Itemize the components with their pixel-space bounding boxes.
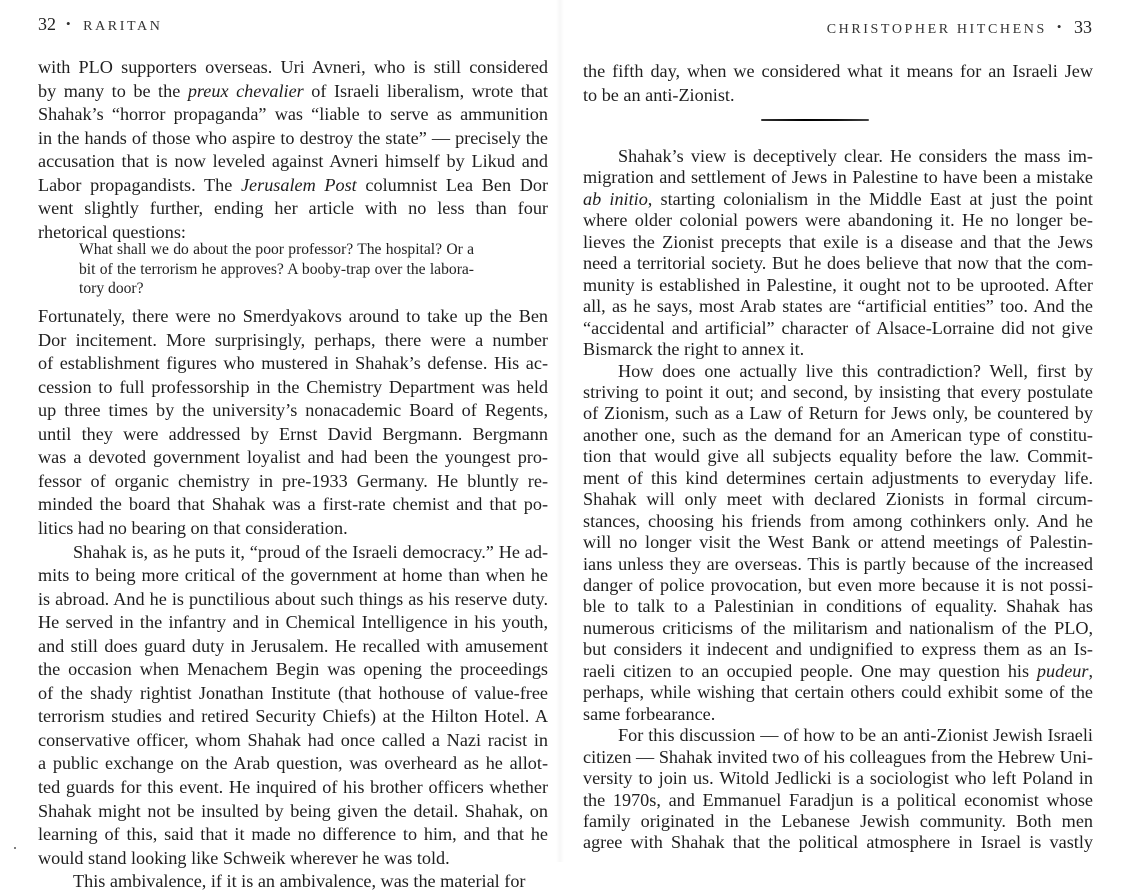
body-line — [38, 174, 548, 196]
italic-text-run: ab initio — [583, 188, 648, 209]
body-line — [38, 776, 548, 798]
body-line — [583, 84, 1093, 106]
body-line — [583, 703, 1093, 725]
body-line — [583, 166, 1093, 188]
text-run: and still does guard duty in Jerusalem. He recalled with amusement — [38, 635, 548, 656]
block-quote-line — [79, 260, 474, 279]
text-run: How does one actually live this contradiction? Well, first by — [618, 360, 1093, 381]
body-line — [583, 381, 1093, 403]
bullet-separator: • — [66, 16, 74, 31]
text-run: the 1970s, and Emmanuel Faradjun is a political economist whose — [583, 789, 1093, 810]
body-line — [583, 574, 1093, 596]
text-run: by many to be the — [38, 80, 188, 101]
text-run: was a devoted government loyalist and had been the youngest pro- — [38, 447, 548, 468]
text-run: with PLO supporters overseas. Uri Avneri, who is still considered — [38, 57, 548, 77]
body-line — [38, 470, 548, 492]
text-run: Labor propagandists. The — [38, 174, 241, 195]
text-run: is abroad. And he is punctilious about such things as his reserve duty. — [38, 588, 548, 609]
body-line — [38, 705, 548, 727]
text-run: another one, such as the demand for an American type of constitu- — [583, 424, 1093, 445]
body-line — [583, 317, 1093, 339]
text-run: learning of this, said that it made no difference to him, and that he — [38, 824, 548, 845]
body-line — [38, 847, 548, 869]
body-line — [38, 823, 548, 845]
body-line — [38, 729, 548, 751]
body-line — [38, 682, 548, 704]
text-run: cession to full professorship in the Chemistry Department was held — [38, 376, 548, 397]
body-line — [583, 767, 1093, 789]
left-page — [0, 0, 560, 892]
text-run: conservative officer, whom Shahak had once called a Nazi racist in — [38, 729, 548, 750]
body-line — [583, 510, 1093, 532]
text-run: raeli citizen to an occupied people. One may question his — [583, 660, 1037, 681]
text-run: lieves the Zionist precepts that exile is a disease and that the Jews — [583, 231, 1093, 252]
body-line — [38, 150, 548, 172]
body-line — [38, 103, 548, 125]
body-line — [583, 402, 1093, 424]
body-line — [38, 588, 548, 610]
text-run: the fifth day, when we considered what it means for an Israeli Jew — [583, 61, 1093, 81]
body-line — [583, 810, 1093, 832]
body-line — [38, 305, 548, 327]
right-page — [560, 0, 1126, 862]
text-run: Shahak is, as he puts it, “proud of the Israeli democracy.” He ad- — [73, 541, 548, 562]
body-line — [38, 493, 548, 515]
body-line — [38, 564, 548, 586]
text-run: a public exchange on the Arab question, was overheard as he allot- — [38, 753, 548, 774]
text-run: to be an anti-Zionist. — [583, 84, 735, 105]
body-line — [38, 423, 548, 445]
block-quote-line — [79, 240, 474, 259]
body-line — [38, 658, 548, 680]
text-run: Shahak will only meet with declared Zionists in formal circum- — [583, 489, 1093, 510]
text-run: versity to join us. Witold Jedlicki is a sociologist who left Poland in — [583, 768, 1093, 789]
body-line — [583, 595, 1093, 617]
text-run: terrorism studies and retired Security Chiefs) at the Hilton Hotel. A — [38, 706, 548, 727]
right-running-head — [827, 17, 1092, 38]
text-run: This ambivalence, if it is an ambivalence, was the material for — [73, 871, 526, 892]
text-run: ble to talk to a Palestinian in conditions of equality. Shahak has — [583, 596, 1093, 617]
body-line — [38, 56, 548, 78]
body-line — [73, 870, 548, 892]
body-line — [38, 399, 548, 421]
text-run: fessor of organic chemistry in pre-1933 Germany. He bluntly re- — [38, 470, 548, 491]
body-line — [583, 188, 1093, 210]
text-run: went slightly further, ending her article with no less than four — [38, 198, 548, 219]
text-run: perhaps, while wishing that certain others could exhibit some of the — [583, 682, 1093, 703]
body-line — [618, 724, 1093, 746]
text-run: tion that would give all subjects equality before the law. Commit- — [583, 446, 1093, 467]
text-run: “accidental and artificial” character of Alsace-Lorraine did not give — [583, 317, 1093, 338]
section-break-rule — [761, 119, 869, 121]
left-running-head — [38, 14, 162, 35]
text-run: stances, choosing his friends from among cothinkers only. And he — [583, 510, 1093, 531]
body-line — [583, 638, 1093, 660]
text-run: need a territorial society. But he does believe that now that the com- — [583, 253, 1093, 274]
body-line — [38, 329, 548, 351]
text-run: up three times by the university’s nonacademic Board of Regents, — [38, 400, 548, 421]
body-line — [38, 635, 548, 657]
body-line — [38, 197, 548, 219]
text-run: agree with Shahak that the political atmosphere in Israel is vastly — [583, 832, 1093, 853]
text-run: Shahak’s “horror propaganda” was “liable to serve as ammunition — [38, 104, 548, 125]
text-run: will no longer visit the West Bank or attend meetings of Palestin- — [583, 532, 1093, 553]
text-run: would stand looking like Schweik wherever he was told. — [38, 847, 450, 868]
text-run: Bismarck the right to annex it. — [583, 339, 805, 360]
body-line — [583, 746, 1093, 768]
text-run: For this discussion — of how to be an anti-Zionist Jewish Israeli — [618, 725, 1093, 746]
text-run: of Zionism, such as a Law of Return for Jews only, be countered by — [583, 403, 1093, 424]
right-running-head-title: CHRISTOPHER HITCHENS — [826, 22, 1047, 37]
scan-speck — [14, 847, 16, 849]
body-line — [38, 376, 548, 398]
bullet-separator: • — [1056, 19, 1064, 34]
text-run: mits to being more critical of the government at home than when he — [38, 565, 548, 586]
text-run: bit of the terrorism he approves? A booby-trap over the labora- — [79, 260, 474, 278]
body-line — [583, 231, 1093, 253]
body-line — [583, 274, 1093, 296]
body-line — [583, 60, 1093, 82]
block-quote-line — [79, 279, 199, 298]
text-run: numerous criticisms of the militarism and nationalism of the PLO, — [583, 617, 1093, 638]
text-run: , — [1088, 660, 1093, 681]
body-line — [583, 252, 1093, 274]
left-page-number: 32 — [38, 14, 56, 34]
text-run: Shahak might not be insulted by being given the detail. Shahak, on — [38, 800, 548, 821]
text-run: ted guards for this event. He inquired of his brother officers whether — [38, 777, 548, 797]
text-run: but considers it indecent and undignified to express them as an Is- — [583, 639, 1093, 660]
body-line — [583, 488, 1093, 510]
body-line — [38, 80, 548, 102]
text-run: family originated in the Lebanese Jewish community. Both men — [583, 810, 1093, 831]
body-line — [73, 541, 548, 563]
text-run: of Israeli liberalism, wrote that — [303, 80, 548, 101]
text-run: accusation that is now leveled against Avneri himself by Likud and — [38, 151, 548, 172]
body-line — [583, 553, 1093, 575]
text-run: the occasion when Menachem Begin was opening the proceedings — [38, 659, 548, 680]
italic-text-run: Jerusalem Post — [240, 174, 357, 195]
text-run: citizen — Shahak invited two of his colleagues from the Hebrew Uni- — [583, 746, 1093, 767]
text-run: ment of this kind determines certain adjustments to everyday life. — [583, 467, 1093, 488]
body-line — [38, 517, 548, 539]
left-running-head-title: RARITAN — [83, 19, 163, 34]
text-run: What shall we do about the poor professor? The hospital? Or a — [79, 241, 474, 258]
body-line — [583, 209, 1093, 231]
right-page-number: 33 — [1074, 17, 1092, 37]
text-run: same forbearance. — [583, 703, 716, 724]
italic-text-run: preux chevalier — [187, 80, 304, 101]
body-line — [583, 531, 1093, 553]
text-run: He served in the infantry and in Chemical Intelligence in his youth, — [38, 612, 548, 633]
body-line — [583, 445, 1093, 467]
text-run: litics had no bearing on that consideration. — [38, 517, 348, 538]
body-line — [618, 145, 1093, 167]
body-line — [583, 295, 1093, 317]
text-run: , starting colonialism in the Middle East at just the point — [647, 188, 1093, 209]
body-line — [583, 338, 1093, 360]
body-line — [583, 789, 1093, 811]
body-line — [38, 800, 548, 822]
body-line — [38, 752, 548, 774]
text-run: until they were addressed by Ernst David Bergmann. Bergmann — [38, 423, 548, 444]
body-line — [38, 127, 548, 149]
body-line — [583, 617, 1093, 639]
text-run: of the shady rightist Jonathan Institute (that hothouse of value-free — [38, 682, 548, 703]
body-line — [583, 467, 1093, 489]
text-run: Fortunately, there were no Smerdyakovs around to take up the Ben — [38, 306, 548, 326]
body-line — [38, 352, 548, 374]
text-run: Shahak’s view is deceptively clear. He considers the mass im- — [618, 146, 1093, 166]
text-run: Dor incitement. More surprisingly, perhaps, there were a number — [38, 329, 548, 350]
body-line — [38, 611, 548, 633]
text-run: columnist Lea Ben Dor — [356, 174, 548, 195]
italic-text-run: pudeur — [1036, 660, 1089, 681]
body-line — [618, 360, 1093, 382]
text-run: tory door? — [79, 280, 144, 297]
body-line — [38, 446, 548, 468]
text-run: munity is established in Palestine, it ought not to be uprooted. After — [583, 274, 1093, 295]
text-run: where older colonial powers were abandoning it. He no longer be- — [583, 210, 1093, 231]
body-line — [583, 424, 1093, 446]
text-run: striving to point it out; and second, by insisting that every postulate — [583, 381, 1093, 402]
text-run: rhetorical questions: — [38, 221, 186, 242]
body-line — [583, 831, 1093, 853]
text-run: migration and settlement of Jews in Palestine to have been a mistake — [583, 167, 1093, 188]
body-line — [583, 660, 1093, 682]
text-run: of establishment figures who mustered in Shahak’s defense. His ac- — [38, 353, 548, 374]
text-run: all, as he says, most Arab states are “artificial entities” too. And the — [583, 296, 1093, 317]
text-run: in the hands of those who aspire to destroy the state” — precisely the — [38, 127, 548, 148]
text-run: ians unless they are overseas. This is partly because of the increased — [583, 553, 1093, 574]
body-line — [583, 681, 1093, 703]
text-run: minded the board that Shahak was a first-rate chemist and that po- — [38, 494, 548, 515]
text-run: danger of police provocation, but even more because it is not possi- — [583, 575, 1093, 595]
